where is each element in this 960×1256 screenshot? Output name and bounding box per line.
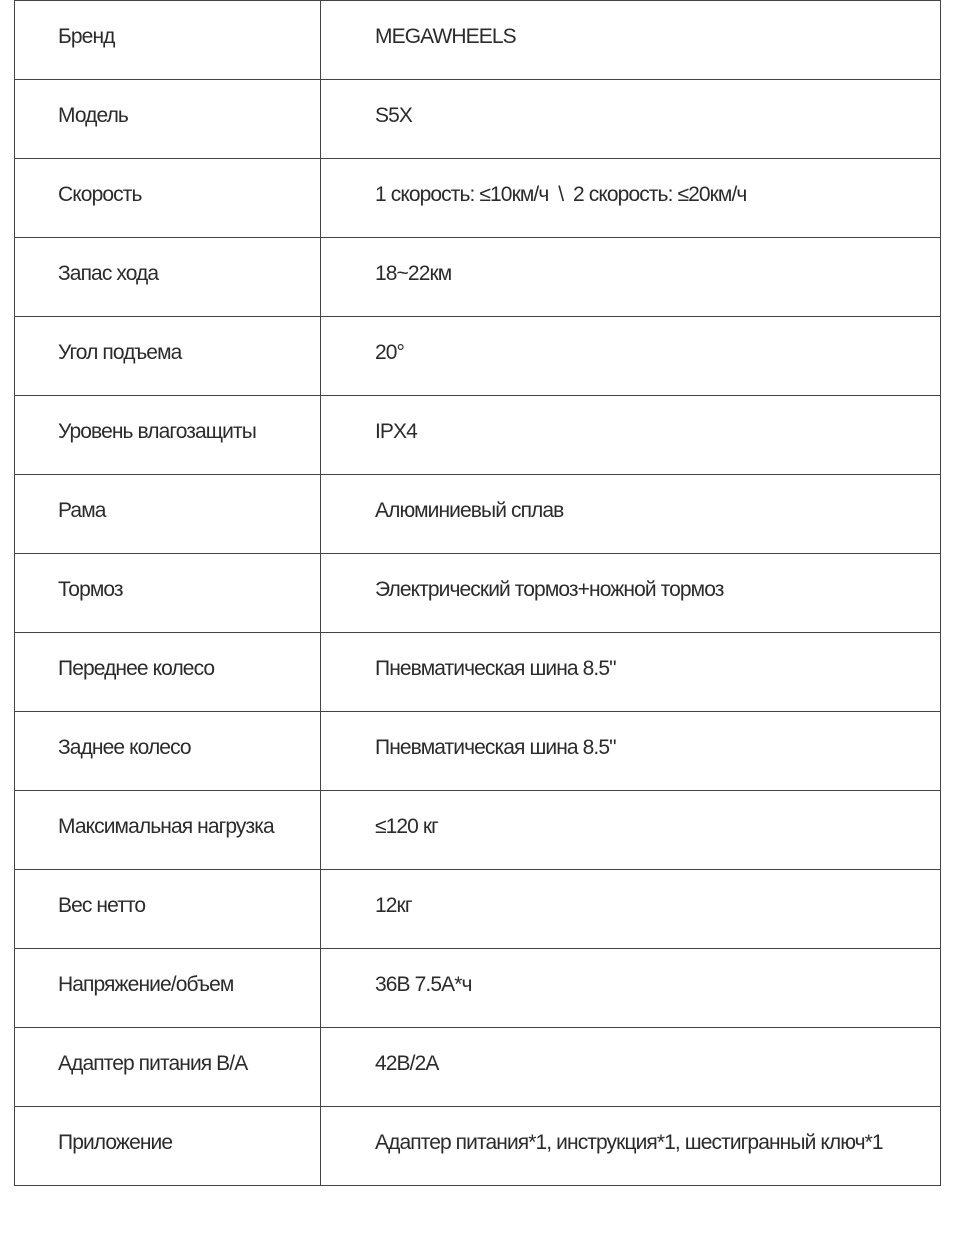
table-row <box>15 791 941 870</box>
spec-value: S5X <box>321 80 941 159</box>
spec-value: 18~22км <box>321 238 941 317</box>
spec-value: Алюминиевый сплав <box>321 475 941 554</box>
table-row <box>15 317 941 396</box>
spec-label: Заднее колесо <box>15 712 321 791</box>
spec-value: ≤120 кг <box>321 791 941 870</box>
spec-label: Тормоз <box>15 554 321 633</box>
table-row <box>15 159 941 238</box>
table-row <box>15 949 941 1028</box>
table-row <box>15 80 941 159</box>
spec-label: Скорость <box>15 159 321 238</box>
spec-value: Пневматическая шина 8.5" <box>321 712 941 791</box>
spec-label: Вес нетто <box>15 870 321 949</box>
table-row <box>15 1028 941 1107</box>
spec-table <box>14 0 941 1186</box>
spec-label: Переднее колесо <box>15 633 321 712</box>
table-row <box>15 475 941 554</box>
spec-label: Максимальная нагрузка <box>15 791 321 870</box>
table-row <box>15 238 941 317</box>
spec-label: Адаптер питания В/А <box>15 1028 321 1107</box>
spec-label: Уровень влагозащиты <box>15 396 321 475</box>
table-row <box>15 712 941 791</box>
spec-label: Бренд <box>15 1 321 80</box>
spec-label: Угол подъема <box>15 317 321 396</box>
spec-value: 12кг <box>321 870 941 949</box>
spec-value: 42В/2А <box>321 1028 941 1107</box>
spec-value: Адаптер питания*1, инструкция*1, шестигранный ключ*1 <box>321 1107 941 1186</box>
spec-value: 1 скорость: ≤10км/ч \ 2 скорость: ≤20км/ч <box>321 159 941 238</box>
spec-label: Напряжение/объем <box>15 949 321 1028</box>
spec-value: 20° <box>321 317 941 396</box>
spec-value: IPX4 <box>321 396 941 475</box>
table-row <box>15 396 941 475</box>
spec-value: MEGAWHEELS <box>321 1 941 80</box>
table-row <box>15 633 941 712</box>
spec-label: Модель <box>15 80 321 159</box>
table-row <box>15 554 941 633</box>
table-row <box>15 870 941 949</box>
spec-label: Рама <box>15 475 321 554</box>
table-row <box>15 1 941 80</box>
spec-value: Пневматическая шина 8.5" <box>321 633 941 712</box>
spec-label: Приложение <box>15 1107 321 1186</box>
spec-value: 36В 7.5А*ч <box>321 949 941 1028</box>
table-row <box>15 1107 941 1186</box>
spec-label: Запас хода <box>15 238 321 317</box>
spec-value: Электрический тормоз+ножной тормоз <box>321 554 941 633</box>
